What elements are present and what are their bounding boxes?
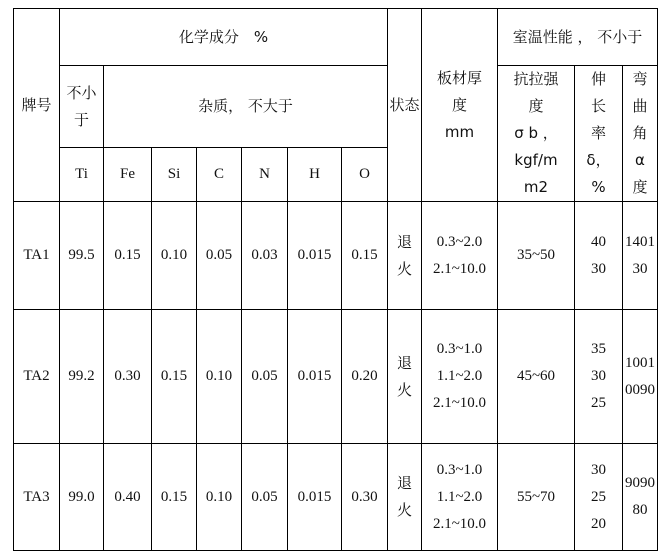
element-ti: Ti <box>60 148 104 202</box>
header-not-less-than: 不小于 <box>60 66 104 148</box>
thickness-cell: 0.3~1.0 1.1~2.0 2.1~10.0 <box>422 444 498 551</box>
state-cell: 退火 <box>388 444 422 551</box>
table-row <box>14 310 658 444</box>
state-cell: 退火 <box>388 310 422 444</box>
element-c: C <box>197 148 242 202</box>
c-cell: 0.10 <box>197 444 242 551</box>
o-cell: 0.15 <box>342 202 388 310</box>
ti-cell: 99.5 <box>60 202 104 310</box>
grade-cell: TA2 <box>14 310 60 444</box>
thickness-cell: 0.3~2.0 2.1~10.0 <box>422 202 498 310</box>
c-cell: 0.10 <box>197 310 242 444</box>
tensile-cell: 55~70 <box>498 444 575 551</box>
table-row <box>14 444 658 551</box>
header-impurity: 杂质， 不大于 <box>104 66 388 148</box>
o-cell: 0.20 <box>342 310 388 444</box>
si-cell: 0.10 <box>152 202 197 310</box>
header-bend-angle: 弯 曲 角 α 度 <box>623 66 658 202</box>
header-grade: 牌号 <box>14 9 60 202</box>
titanium-alloy-table <box>13 8 658 551</box>
grade-cell: TA1 <box>14 202 60 310</box>
h-cell: 0.015 <box>288 310 342 444</box>
element-fe: Fe <box>104 148 152 202</box>
c-cell: 0.05 <box>197 202 242 310</box>
n-cell: 0.05 <box>242 310 288 444</box>
o-cell: 0.30 <box>342 444 388 551</box>
element-h: H <box>288 148 342 202</box>
elongation-cell: 30 25 20 <box>575 444 623 551</box>
header-composition: 化学成分 % <box>60 9 388 66</box>
element-si: Si <box>152 148 197 202</box>
element-n: N <box>242 148 288 202</box>
fe-cell: 0.40 <box>104 444 152 551</box>
header-state: 状态 <box>388 9 422 202</box>
h-cell: 0.015 <box>288 202 342 310</box>
si-cell: 0.15 <box>152 310 197 444</box>
tensile-cell: 45~60 <box>498 310 575 444</box>
si-cell: 0.15 <box>152 444 197 551</box>
header-tensile: 抗拉强 度 σ b ， kgf/m m2 <box>498 66 575 202</box>
n-cell: 0.05 <box>242 444 288 551</box>
fe-cell: 0.15 <box>104 202 152 310</box>
bend-cell: 909080 <box>623 444 658 551</box>
tensile-cell: 35~50 <box>498 202 575 310</box>
h-cell: 0.015 <box>288 444 342 551</box>
ti-cell: 99.2 <box>60 310 104 444</box>
fe-cell: 0.30 <box>104 310 152 444</box>
bend-cell: 140130 <box>623 202 658 310</box>
state-cell: 退火 <box>388 202 422 310</box>
element-o: O <box>342 148 388 202</box>
table-row <box>14 202 658 310</box>
header-thickness: 板材厚 度 mm <box>422 9 498 202</box>
thickness-cell: 0.3~1.0 1.1~2.0 2.1~10.0 <box>422 310 498 444</box>
header-elongation: 伸 长 率 δ， % <box>575 66 623 202</box>
ti-cell: 99.0 <box>60 444 104 551</box>
grade-cell: TA3 <box>14 444 60 551</box>
bend-cell: 10010090 <box>623 310 658 444</box>
header-room-temp: 室温性能 ， 不小于 <box>498 9 658 66</box>
elongation-cell: 40 30 <box>575 202 623 310</box>
elongation-cell: 35 30 25 <box>575 310 623 444</box>
n-cell: 0.03 <box>242 202 288 310</box>
